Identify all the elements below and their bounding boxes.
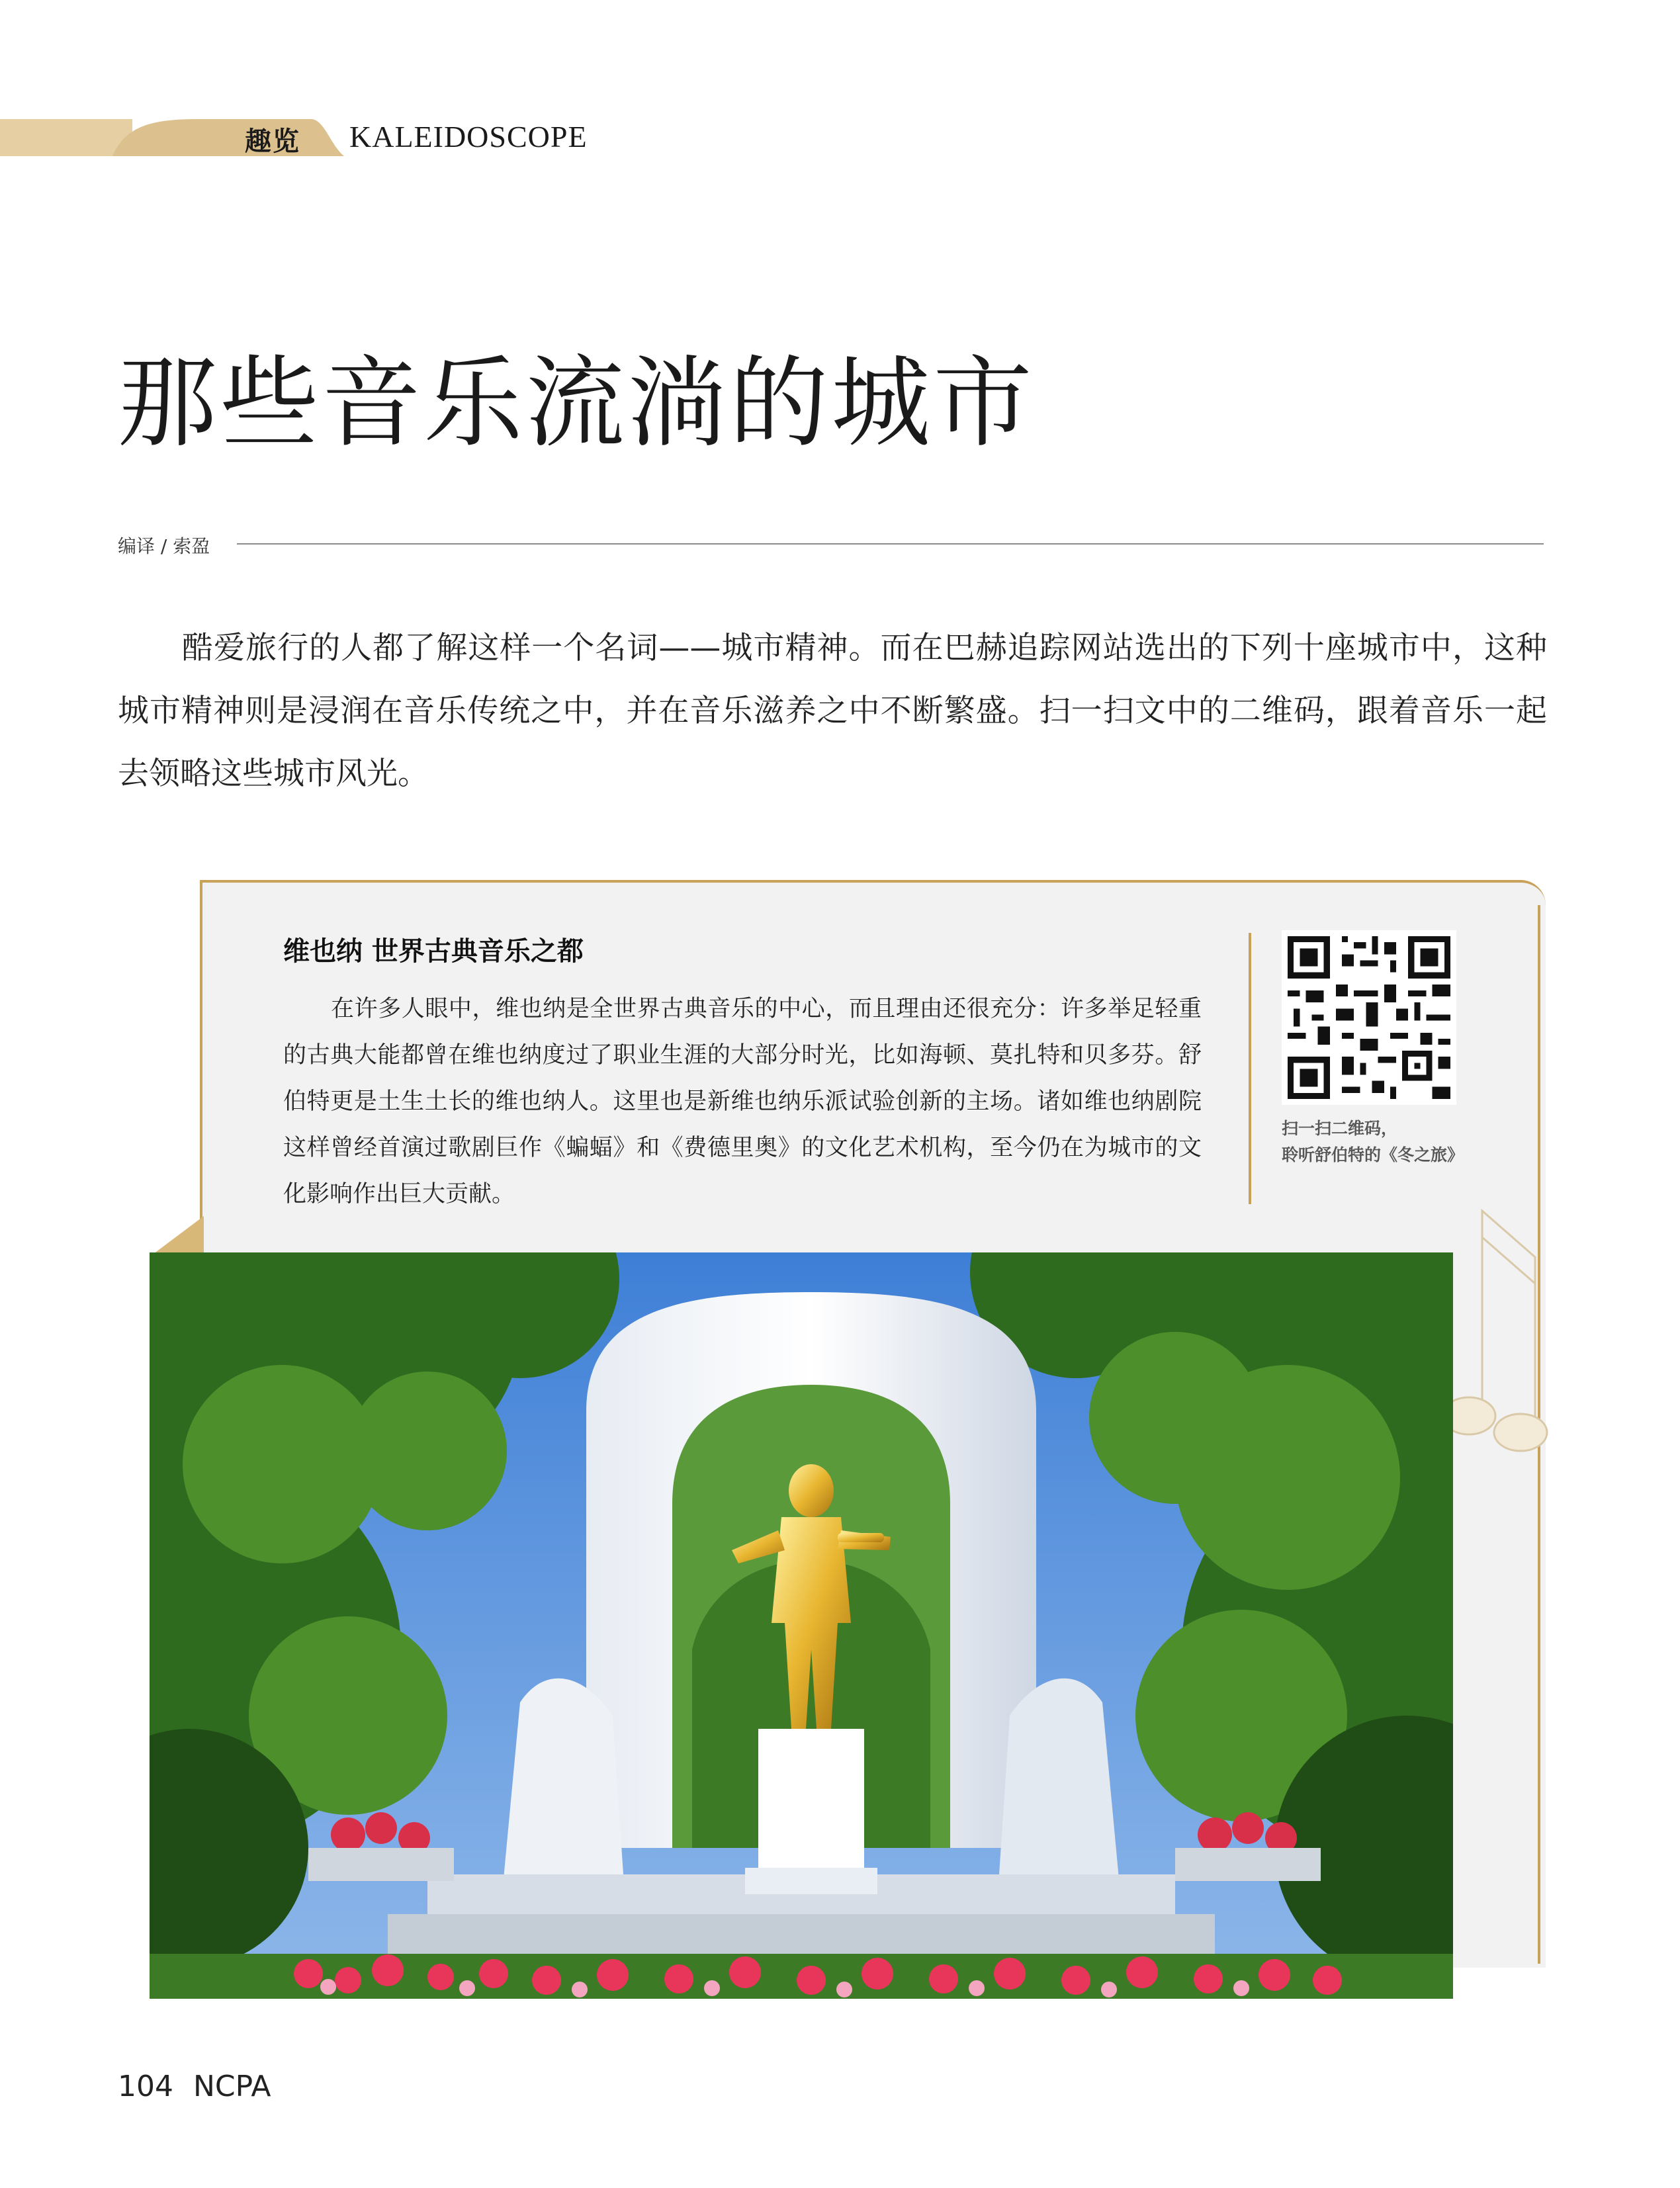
qr-divider [1249, 933, 1251, 1204]
qr-code-icon[interactable] [1282, 930, 1456, 1105]
strauss-monument-photo [150, 1252, 1453, 1999]
byline: 编译 / 索盈 [118, 535, 210, 557]
footer-brand: NCPA [193, 2070, 271, 2103]
section-label-english: KALEIDOSCOPE [349, 120, 588, 153]
qr-caption-line: 聆听舒伯特的《冬之旅》 [1282, 1145, 1464, 1164]
qr-caption [1282, 1116, 1520, 1168]
byline-divider [237, 543, 1544, 545]
card-body: 在许多人眼中，维也纳是全世界古典音乐的中心，而且理由还很充分：许多举足轻重的古典大能都曾在维也纳度过了职业生涯的大部分时光，比如海顿、莫扎特和贝多芬。舒伯特更是土生土长的维也纳人。这里也是新维也纳乐派试验创新的主场。诸如维也纳剧院这样曾经首演过歌剧巨作《蝙蝠》和《费德里奥》的文化艺术机构，至今仍在为城市的文化影响作出巨大贡献。 [283, 996, 1202, 1207]
page-number: 104 [118, 2070, 173, 2103]
card-heading: 维也纳 世界古典音乐之都 [283, 936, 584, 967]
section-label: 趣览 [245, 126, 300, 157]
qr-caption-line: 扫一扫二维码， [1282, 1119, 1398, 1138]
card-corner-accent [151, 1216, 204, 1256]
intro-paragraph: 酷爱旅行的人都了解这样一个名词——城市精神。而在巴赫追踪网站选出的下列十座城市中，这种城市精神则是浸润在音乐传统之中，并在音乐滋养之中不断繁盛。扫一扫文中的二维码，跟着音乐一起去领略这些城市风光。 [118, 630, 1547, 792]
page-title: 那些音乐流淌的城市 [118, 346, 1036, 461]
music-note-icon [1442, 1204, 1548, 1482]
